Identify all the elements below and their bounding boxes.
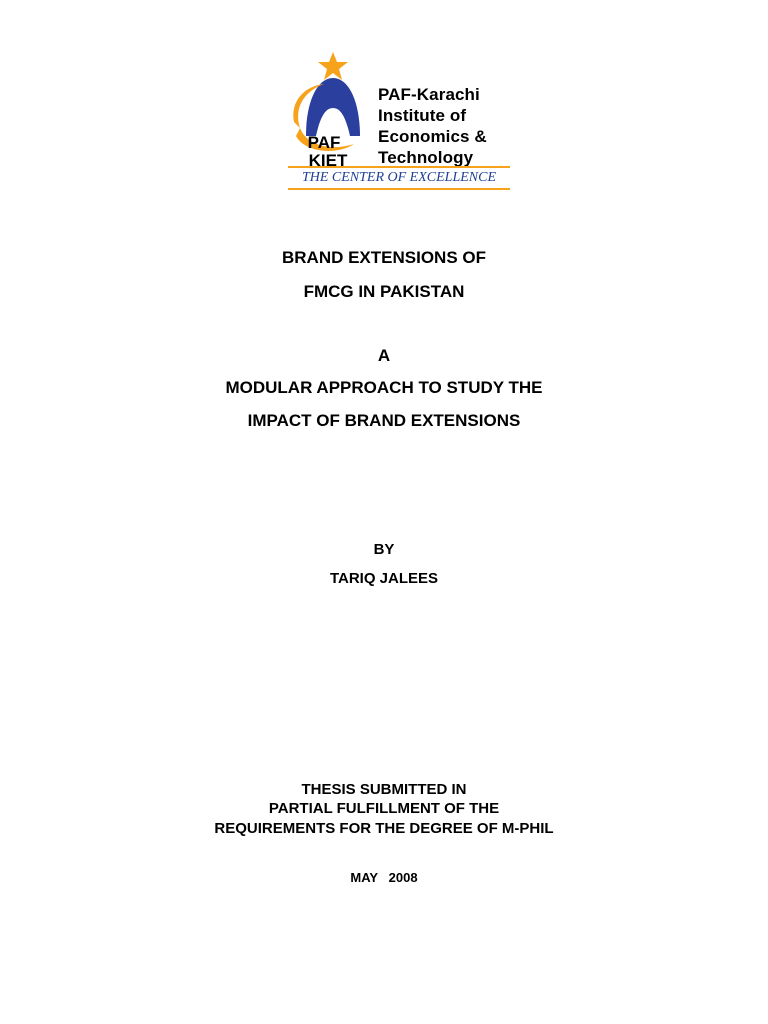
title-line-4: MODULAR APPROACH TO STUDY THE [225, 378, 543, 397]
submission-line-3: REQUIREMENTS FOR THE DEGREE OF M-PHIL [214, 820, 554, 837]
title-line-5: IMPACT OF BRAND EXTENSIONS [247, 411, 521, 430]
emblem-text-paf: PAF [307, 133, 341, 152]
title-line-3: A [377, 346, 391, 365]
title-line-2: FMCG IN PAKISTAN [303, 282, 465, 301]
institute-name-line-3: Economics & [378, 127, 487, 146]
title-line-1: BRAND EXTENSIONS OF [281, 248, 487, 267]
logo-tagline-bar [288, 166, 510, 190]
author-name: TARIQ JALEES [329, 570, 439, 587]
institute-name-line-2: Institute of [378, 106, 467, 125]
emblem-text-kiet: KIET [308, 151, 348, 170]
paf-kiet-emblem-icon [284, 52, 378, 170]
institute-name [378, 84, 512, 168]
submission-line-2: PARTIAL FULFILLMENT OF THE [268, 800, 500, 817]
institute-logo [284, 52, 516, 194]
institute-name-line-4: Technology [378, 148, 474, 167]
submission-line-1: THESIS SUBMITTED IN [301, 781, 467, 798]
logo-tagline: THE CENTER OF EXCELLENCE [301, 170, 497, 185]
institute-name-line-1: PAF-Karachi [378, 85, 480, 104]
star-icon [318, 52, 348, 80]
submission-date: MAY 2008 [350, 870, 418, 885]
author-by: BY [373, 541, 395, 558]
